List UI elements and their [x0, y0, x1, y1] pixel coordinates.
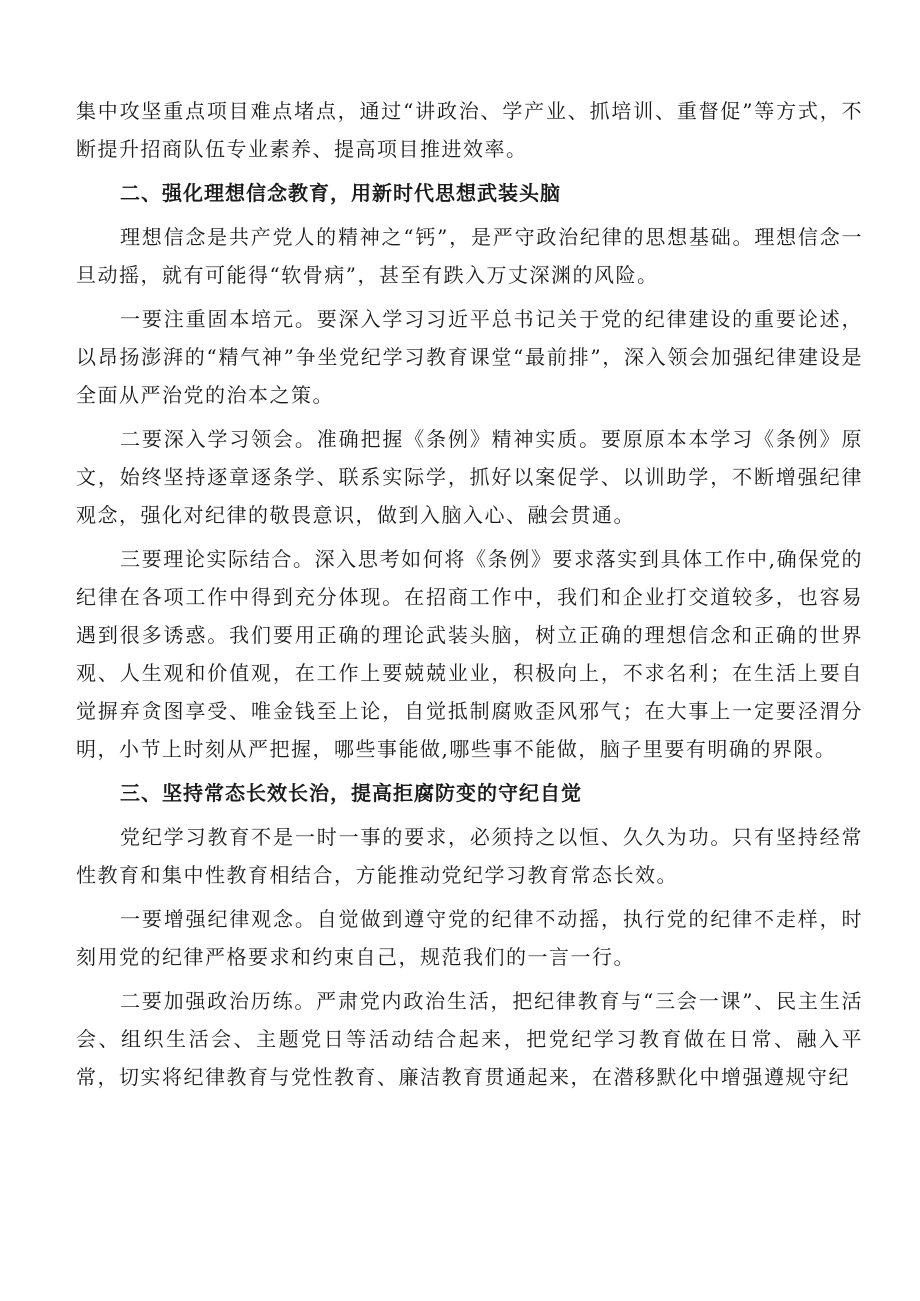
paragraph-discipline-intro: 党纪学习教育不是一时一事的要求，必须持之以恒、久久为功。只有坚持经常性教育和集中性教育相结合，方能推动党纪学习教育常态长效。 [76, 825, 863, 887]
paragraph-ideals: 理想信念是共产党人的精神之“钙”，是严守政治纪律的思想基础。理想信念一旦动摇，就有可能得“软骨病”，甚至有跌入万丈深渊的风险。 [76, 225, 863, 287]
paragraph-point-3: 三要理论实际结合。深入思考如何将《条例》要求落实到具体工作中,确保党的纪律在各项工作中得到充分体现。在招商工作中，我们和企业打交道较多，也容易遇到很多诱惑。我们要用正确的理论武装头脑，树立正确的理想信念和正确的世界观、人生观和价值观，在工作上要兢兢业业，积极向上，不求名利；在生活上要自觉摒弃贪图享受、唯金钱至上论，自觉抵制腐败歪风邪气；在大事上一定要泾渭分明，小节上时刻从严把握，哪些事能做,哪些事不能做，脑子里要有明确的界限。 [76, 547, 863, 761]
paragraph-point-2: 二要深入学习领会。准确把握《条例》精神实质。要原原本本学习《条例》原文，始终坚持逐章逐条学、联系实际学，抓好以案促学、以训助学，不断增强纪律观念，强化对纪律的敬畏意识，做到入脑入心、融会贯通。 [76, 427, 863, 527]
section-heading-2: 二、强化理想信念教育，用新时代思想武装头脑 [120, 181, 561, 205]
document-body [76, 92, 863, 1102]
section-heading-3: 三、坚持常态长效长治，提高拒腐防变的守纪自觉 [120, 781, 582, 805]
paragraph-continuation: 集中攻坚重点项目难点堵点，通过“讲政治、学产业、抓培训、重督促”等方式，不断提升招商队伍专业素养、提高项目推进效率。 [76, 99, 863, 161]
paragraph-discipline-point-2: 二要加强政治历练。严肃党内政治生活，把纪律教育与“三会一课”、民主生活会、组织生活会、主题党日等活动结合起来，把党纪学习教育做在日常、融入平常，切实将纪律教育与党性教育、廉洁教育贯通起来，在潜移默化中增强遵规守纪 [76, 989, 863, 1089]
paragraph-discipline-point-1: 一要增强纪律观念。自觉做到遵守党的纪律不动摇，执行党的纪律不走样，时刻用党的纪律严格要求和约束自己，规范我们的一言一行。 [76, 907, 863, 969]
paragraph-point-1: 一要注重固本培元。要深入学习习近平总书记关于党的纪律建设的重要论述，以昂扬澎湃的“精气神”争坐党纪学习教育课堂“最前排”，深入领会加强纪律建设是全面从严治党的治本之策。 [76, 307, 863, 407]
